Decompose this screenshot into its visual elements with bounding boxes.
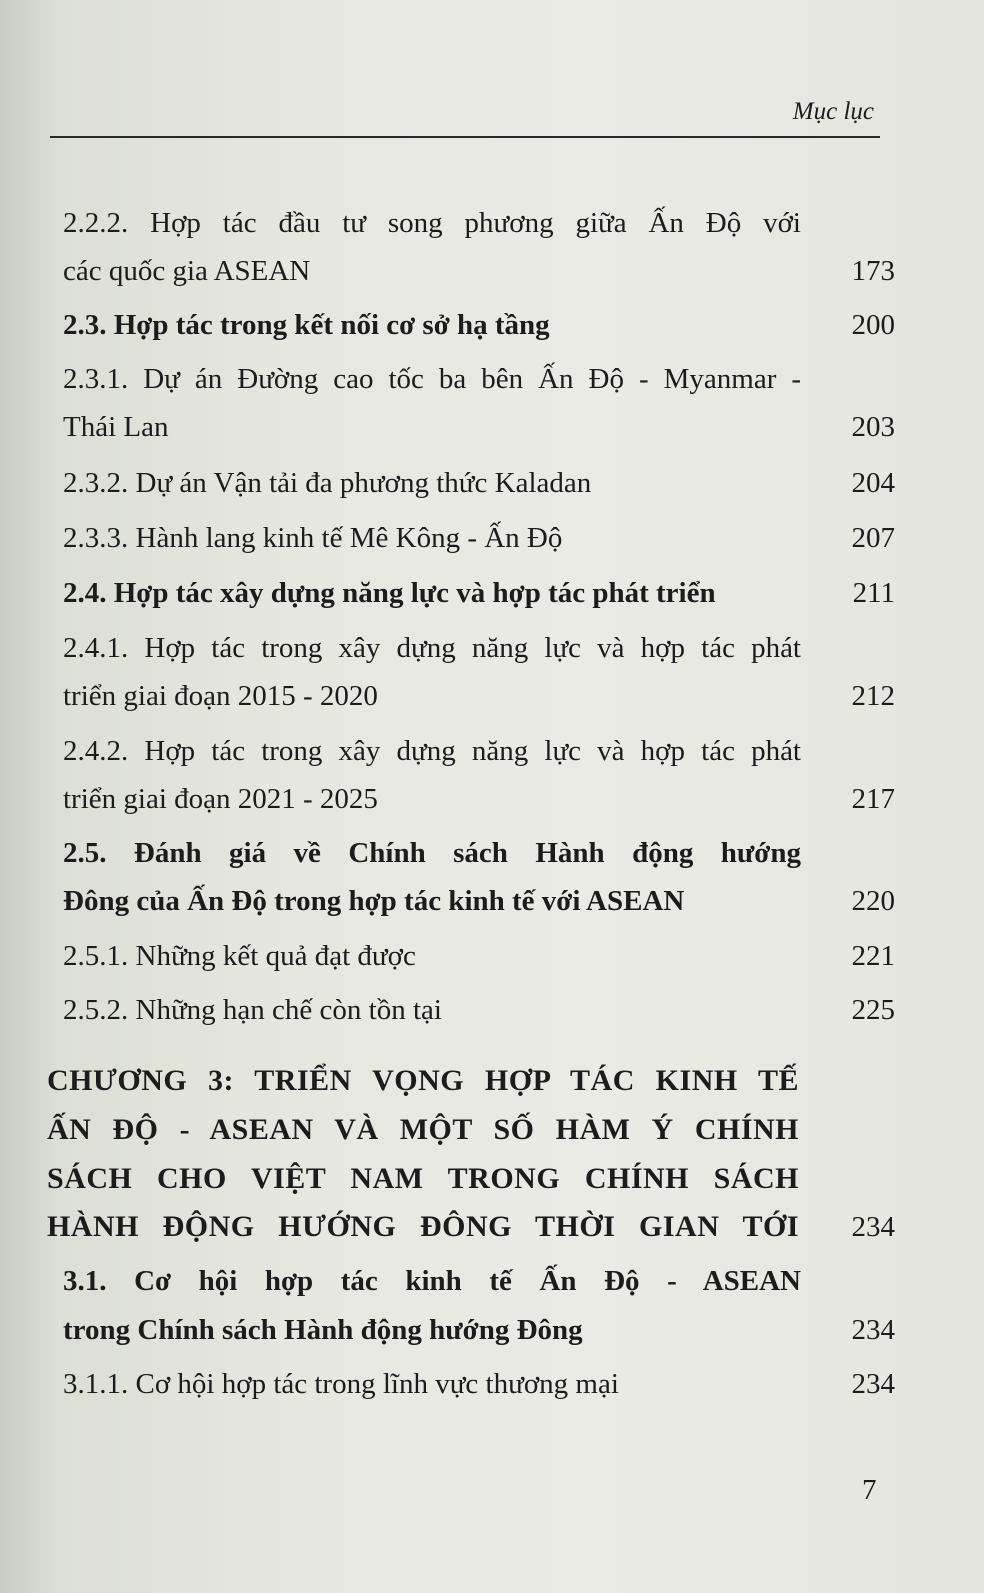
toc-entry-text: 2.3.2. Dự án Vận tải đa phương thức Kaladan: [63, 467, 592, 499]
toc-page-number: 200: [851, 309, 895, 341]
toc-entry-text: 2.5.2. Những hạn chế còn tồn tại: [63, 994, 442, 1026]
toc-entry-text: 2.3. Hợp tác trong kết nối cơ sở hạ tầng: [63, 309, 550, 341]
toc-entry-text: HÀNH ĐỘNG HƯỚNG ĐÔNG THỜI GIAN TỚI: [47, 1210, 799, 1243]
toc-entry-text: Thái Lan: [63, 411, 169, 443]
toc-entry-text: triển giai đoạn 2021 - 2025: [63, 783, 378, 815]
toc-entry-text: các quốc gia ASEAN: [63, 255, 311, 287]
toc-entry-text: Đông của Ấn Độ trong hợp tác kinh tế với ASEAN: [63, 885, 685, 917]
toc-entry-text: 3.1.1. Cơ hội hợp tác trong lĩnh vực thương mại: [63, 1368, 619, 1400]
page-number: 7: [862, 1474, 877, 1506]
toc-page-number: 234: [851, 1211, 895, 1243]
toc-page-number: 203: [851, 411, 895, 443]
toc-page-number: 173: [851, 255, 895, 287]
toc-page-number: 225: [851, 994, 895, 1026]
toc-entry-text: 2.4.1. Hợp tác trong xây dựng năng lực và hợp tác phát: [63, 632, 801, 664]
toc-page-number: 234: [851, 1368, 895, 1400]
toc-page-number: 211: [852, 577, 895, 609]
toc-entry-text: 2.4.2. Hợp tác trong xây dựng năng lực và hợp tác phát: [63, 735, 801, 767]
toc-page-number: 212: [851, 680, 895, 712]
toc-entry-text: ẤN ĐỘ - ASEAN VÀ MỘT SỐ HÀM Ý CHÍNH: [47, 1113, 799, 1146]
toc-entry-text: SÁCH CHO VIỆT NAM TRONG CHÍNH SÁCH: [47, 1162, 799, 1195]
toc-page-number: 207: [851, 522, 895, 554]
page-header: [50, 96, 880, 138]
toc-entry-text: 2.4. Hợp tác xây dựng năng lực và hợp tác phát triển: [63, 577, 716, 609]
header-title: Mục lục: [792, 98, 874, 125]
toc-page-number: 220: [851, 885, 895, 917]
toc-page-number: 234: [851, 1314, 895, 1346]
toc-entry-text: 2.2.2. Hợp tác đầu tư song phương giữa Ấn Độ với: [63, 207, 801, 239]
toc-entry-text: 2.5.1. Những kết quả đạt được: [63, 940, 416, 972]
toc-page-number: 221: [851, 940, 895, 972]
toc-entry-text: CHƯƠNG 3: TRIỂN VỌNG HỢP TÁC KINH TẾ: [47, 1064, 799, 1097]
toc-page-number: 204: [851, 467, 895, 499]
toc-entry-text: 2.3.3. Hành lang kinh tế Mê Kông - Ấn Độ: [63, 522, 563, 554]
toc-page-number: 217: [851, 783, 895, 815]
toc-entry-text: 2.5. Đánh giá về Chính sách Hành động hướng: [63, 837, 801, 869]
toc-entry-text: 3.1. Cơ hội hợp tác kinh tế Ấn Độ - ASEAN: [63, 1265, 801, 1297]
toc-entry-text: trong Chính sách Hành động hướng Đông: [63, 1314, 583, 1346]
toc-entry-text: 2.3.1. Dự án Đường cao tốc ba bên Ấn Độ - Myanmar -: [63, 363, 801, 395]
toc-entry-text: triển giai đoạn 2015 - 2020: [63, 680, 378, 712]
